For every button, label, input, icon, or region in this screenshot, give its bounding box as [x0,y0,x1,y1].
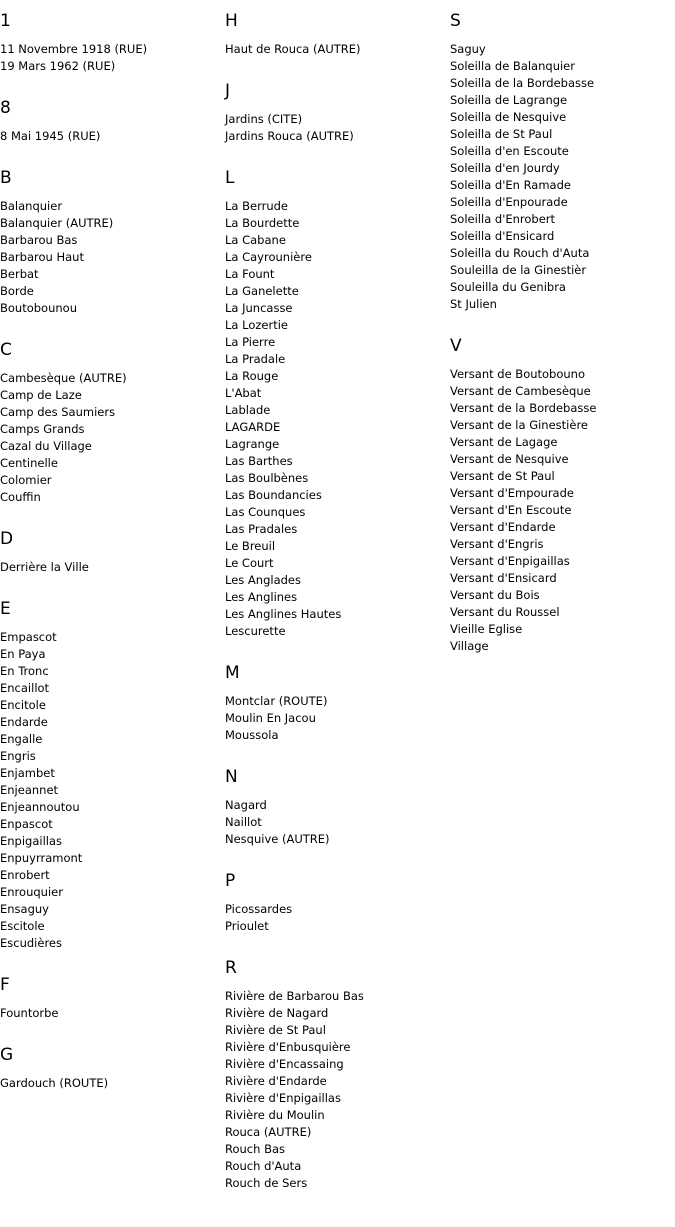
place-entry[interactable]: Balanquier [0,199,63,213]
letter-section-e [0,598,215,952]
place-entry[interactable]: Balanquier (AUTRE) [0,216,114,230]
letter-heading: P [225,871,236,891]
entry-list [225,693,440,744]
place-entry[interactable]: Souleilla de la Ginestièr [450,263,587,277]
place-entry[interactable]: La Pierre [225,335,276,349]
place-entry[interactable]: Les Anglines Hautes [225,607,342,621]
place-entry[interactable]: Les Anglades [225,573,301,587]
place-entry[interactable]: Soleilla de Nesquive [450,110,567,124]
place-entry[interactable]: 19 Mars 1962 (RUE) [0,59,116,73]
place-entry[interactable]: Las Boundancies [225,488,322,502]
place-entry[interactable]: Colomier [0,473,52,487]
place-entry[interactable]: Enpascot [0,817,53,831]
place-entry[interactable]: Les Anglines [225,590,298,604]
entry-list [450,41,665,313]
letter-heading: G [0,1045,14,1065]
place-entry[interactable]: La Berrude [225,199,288,213]
place-entry[interactable]: Soleilla d'en Escoute [450,144,569,158]
index-column-3 [450,10,665,677]
letter-heading: R [225,958,237,978]
place-entry[interactable]: Saguy [450,42,486,56]
place-entry[interactable]: Soleilla d'Enrobert [450,212,556,226]
place-entry[interactable]: Soleilla d'en Jourdy [450,161,560,175]
place-entry[interactable]: Jardins Rouca (AUTRE) [225,129,354,143]
place-entry[interactable]: Soleilla d'En Ramade [450,178,571,192]
place-entry[interactable]: Enjambet [0,766,55,780]
place-entry[interactable]: Versant de Cambesèque [450,384,591,398]
letter-heading: M [225,663,240,683]
place-entry[interactable]: Fountorbe [0,1006,59,1020]
place-entry[interactable]: Engris [0,749,36,763]
place-entry[interactable]: Lescurette [225,624,286,638]
place-entry[interactable]: La Cayrounière [225,250,312,264]
place-entry[interactable]: Jardins (CITE) [225,112,303,126]
place-entry[interactable]: La Ganelette [225,284,299,298]
letter-heading: S [450,11,461,31]
entry-list [0,128,215,145]
place-entry[interactable]: Versant du Roussel [450,605,560,619]
letter-heading: C [0,340,12,360]
place-entry[interactable]: Encitole [0,698,46,712]
place-entry[interactable]: En Tronc [0,664,49,678]
letter-section-g [0,1044,215,1092]
place-entry[interactable]: Camp de Laze [0,388,82,402]
letter-section-8 [0,97,215,145]
place-entry[interactable]: Versant de Lagage [450,435,558,449]
letter-section-b [0,167,215,317]
place-entry[interactable]: Picossardes [225,902,293,916]
place-entry[interactable]: Escudières [0,936,62,950]
place-entry[interactable]: Rivière d'Endarde [225,1074,327,1088]
letter-heading: L [225,168,235,188]
place-entry[interactable]: Montclar (ROUTE) [225,694,328,708]
entry-list [0,198,215,317]
entry-list [225,198,440,640]
place-entry[interactable]: Lablade [225,403,271,417]
place-entry[interactable]: Las Boulbènes [225,471,309,485]
place-entry[interactable]: Haut de Rouca (AUTRE) [225,42,361,56]
place-entry[interactable]: La Pradale [225,352,286,366]
entry-list [225,988,440,1192]
place-entry[interactable]: Centinelle [0,456,58,470]
entry-list [450,366,665,655]
place-entry[interactable]: Rivière de St Paul [225,1023,326,1037]
place-entry[interactable]: Enpigaillas [0,834,63,848]
place-entry[interactable]: Soleilla de Lagrange [450,93,568,107]
place-entry[interactable]: Enjeannoutou [0,800,80,814]
place-entry[interactable]: Engalle [0,732,43,746]
place-entry[interactable]: Encaillot [0,681,50,695]
entry-list [0,1005,215,1022]
letter-heading: D [0,529,14,549]
place-entry[interactable]: Versant d'Engris [450,537,544,551]
place-entry[interactable]: Couffin [0,490,41,504]
place-entry[interactable]: Enrouquier [0,885,63,899]
entry-list [0,629,215,952]
letter-heading: 1 [0,11,11,31]
letter-heading: H [225,11,238,31]
index-column-1 [0,10,215,1114]
place-entry[interactable]: Cazal du Village [0,439,92,453]
place-entry[interactable]: St Julien [450,297,497,311]
place-entry[interactable]: Las Barthes [225,454,293,468]
letter-heading: B [0,168,12,188]
place-entry[interactable]: Soleilla de Balanquier [450,59,575,73]
place-entry[interactable]: Rivière de Nagard [225,1006,329,1020]
place-entry[interactable]: Berbat [0,267,39,281]
place-entry[interactable]: Versant de Nesquive [450,452,569,466]
place-entry[interactable]: Le Breuil [225,539,276,553]
letter-heading: V [450,336,462,356]
place-entry[interactable]: Versant du Bois [450,588,540,602]
place-entry[interactable]: Nesquive (AUTRE) [225,832,330,846]
entry-list [225,111,440,145]
entry-list [0,1075,215,1092]
letter-heading: F [0,975,10,995]
place-entry[interactable]: Escitole [0,919,45,933]
place-entry[interactable]: 8 Mai 1945 (RUE) [0,129,101,143]
place-entry[interactable]: Rivière d'Encassaing [225,1057,344,1071]
letter-section-f [0,974,215,1022]
place-entry[interactable]: Soleilla de la Bordebasse [450,76,595,90]
place-entry[interactable]: La Fount [225,267,275,281]
entry-list [0,41,215,75]
letter-heading: J [225,81,231,101]
letter-section-s [450,10,665,313]
entry-list [225,901,440,935]
letter-section-h [225,10,440,58]
place-entry[interactable]: Nagard [225,798,267,812]
entry-list [225,41,440,58]
place-entry[interactable]: Endarde [0,715,48,729]
place-entry[interactable]: Lagrange [225,437,280,451]
place-entry[interactable]: Versant d'Endarde [450,520,556,534]
place-entry[interactable]: Boutobounou [0,301,77,315]
place-entry[interactable]: Borde [0,284,34,298]
letter-section-p [225,870,440,935]
place-entry[interactable]: Vieille Eglise [450,622,523,636]
letter-heading: E [0,599,11,619]
place-entry[interactable]: Versant de la Ginestière [450,418,588,432]
place-entry[interactable]: Rivière d'Enpigaillas [225,1091,341,1105]
place-entry[interactable]: Versant d'Ensicard [450,571,557,585]
place-entry[interactable]: Rivière du Moulin [225,1108,325,1122]
place-entry[interactable]: La Rouge [225,369,279,383]
place-entry[interactable]: Soleilla du Rouch d'Auta [450,246,590,260]
place-entry[interactable]: Versant d'En Escoute [450,503,572,517]
place-entry[interactable]: Camps Grands [0,422,85,436]
place-entry[interactable]: Enjeannet [0,783,59,797]
letter-section-1 [0,10,215,75]
place-entry[interactable]: Prioulet [225,919,269,933]
place-entry[interactable]: LAGARDE [225,420,281,434]
place-entry[interactable]: Versant de St Paul [450,469,555,483]
place-entry[interactable]: Enrobert [0,868,50,882]
letter-section-c [0,339,215,506]
place-entry[interactable]: Soleilla d'Ensicard [450,229,555,243]
place-entry[interactable]: Versant d'Empourade [450,486,574,500]
place-entry[interactable]: Rouch Bas [225,1142,285,1156]
letter-section-d [0,528,215,576]
letter-section-j [225,80,440,145]
place-entry[interactable]: Le Court [225,556,274,570]
place-entry[interactable]: Versant de Boutobouno [450,367,586,381]
place-entry[interactable]: Rouca (AUTRE) [225,1125,312,1139]
letter-section-l [225,167,440,640]
place-entry[interactable]: Camp des Saumiers [0,405,116,419]
letter-section-n [225,766,440,848]
place-entry[interactable]: La Bourdette [225,216,300,230]
letter-section-m [225,662,440,744]
index-column-2 [225,10,440,1214]
entry-list [0,370,215,506]
place-entry[interactable]: Souleilla du Genibra [450,280,566,294]
place-entry[interactable]: Las Pradales [225,522,298,536]
place-entry[interactable]: La Juncasse [225,301,293,315]
place-entry[interactable]: L'Abat [225,386,262,400]
place-entry[interactable]: Las Counques [225,505,306,519]
place-entry[interactable]: Versant d'Enpigaillas [450,554,570,568]
place-entry[interactable]: La Cabane [225,233,286,247]
place-entry[interactable]: Rouch d'Auta [225,1159,302,1173]
place-entry[interactable]: Moussola [225,728,279,742]
place-entry[interactable]: Rivière d'Enbusquière [225,1040,351,1054]
place-entry[interactable]: Rivière de Barbarou Bas [225,989,364,1003]
place-entry[interactable]: Barbarou Bas [0,233,78,247]
place-entry[interactable]: Enpuyrramont [0,851,83,865]
letter-heading: 8 [0,98,11,118]
place-entry[interactable]: Barbarou Haut [0,250,84,264]
place-entry[interactable]: Soleilla de St Paul [450,127,553,141]
entry-list [0,559,215,576]
letter-heading: N [225,767,238,787]
place-entry[interactable]: Empascot [0,630,57,644]
letter-section-v [450,335,665,655]
place-entry[interactable]: Rouch de Sers [225,1176,308,1190]
entry-list [225,797,440,848]
place-entry[interactable]: Moulin En Jacou [225,711,316,725]
place-entry[interactable]: Naillot [225,815,262,829]
place-entry[interactable]: Ensaguy [0,902,49,916]
place-entry[interactable]: 11 Novembre 1918 (RUE) [0,42,148,56]
place-entry[interactable]: Soleilla d'Enpourade [450,195,568,209]
place-entry[interactable]: Derrière la Ville [0,560,89,574]
place-entry[interactable]: Cambesèque (AUTRE) [0,371,127,385]
place-entry[interactable]: La Lozertie [225,318,288,332]
place-entry[interactable]: Gardouch (ROUTE) [0,1076,109,1090]
place-entry[interactable]: Versant de la Bordebasse [450,401,597,415]
letter-section-r [225,957,440,1192]
place-entry[interactable]: En Paya [0,647,46,661]
place-entry[interactable]: Village [450,639,489,653]
